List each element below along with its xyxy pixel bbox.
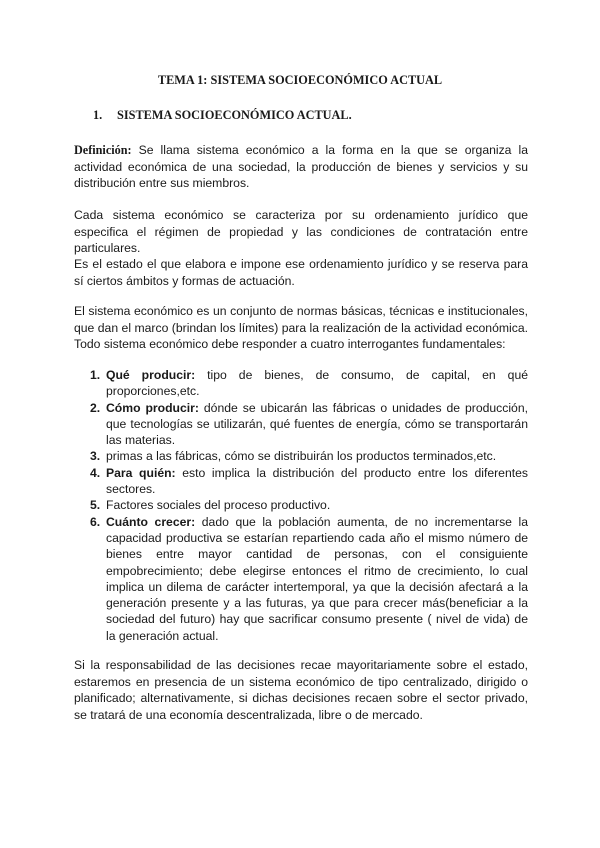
list-item-text: dado que la población aumenta, de no incrementarse la capacidad productiva se estarían repartiendo cada año el mismo número de bienes entre mayor cantidad de personas, con el consiguiente empobrecimiento; debe elegirse entonces el ritmo de crecimiento, lo cual implica un dilema de carácter intertemporal, ya que la decisión afectará a la generación presente y a las futuras, ya que para crecer más(beneficiar a la sociedad del futuro) hay que sacrificar consumo presente ( nivel de vida) de la generación actual.: [106, 514, 529, 643]
questions-list: [74, 367, 528, 644]
paragraph-economic-system: El sistema económico es un conjunto de normas básicas, técnicas e institucionales, que dan el marco (brindan los límites) para la realización de la actividad económica. Todo sistema económico debe responder a cuatro interrogantes fundamentales:: [74, 304, 528, 352]
list-item-label: Cómo producir:: [106, 400, 199, 415]
paragraph-legal-order: Cada sistema económico se caracteriza por su ordenamiento jurídico que especifica el régimen de propiedad y las condiciones de contratación entre particulares.: [74, 208, 528, 256]
list-item-label: Cuánto crecer:: [106, 514, 196, 529]
list-item: 5. Factores sociales del proceso productivo.: [90, 498, 331, 513]
section-title: SISTEMA SOCIOECONÓMICO ACTUAL.: [117, 108, 352, 122]
list-item-text: Factores sociales del proceso productivo.: [106, 498, 331, 513]
list-item-text: esto implica la distribución del producto entre los diferentes sectores.: [106, 465, 528, 497]
list-item: 6. Cuánto crecer: dado que la población aumenta, de no incrementarse la capacidad productiva se estarían repartiendo cada año el mismo número de bienes entre mayor cantidad de personas, con el consiguiente empobrecimiento; debe elegirse entonces el ritmo de crecimiento, lo cual implica un dilema de carácter intertemporal, ya que la decisión afectará a la generación presente y a las futuras, ya que para crecer más(beneficiar a la sociedad del futuro) hay que sacrificar consumo presente ( nivel de vida) de la generación actual.: [90, 514, 529, 643]
list-item: 3. primas a las fábricas, cómo se distribuirán los productos terminados,etc.: [90, 449, 497, 464]
list-item-text: dónde se ubicarán las fábricas o unidades de producción, que tecnologías se utilizarán, qué fuentes de energía, cómo se transportarán las materias.: [106, 400, 529, 448]
section-heading: [93, 108, 352, 123]
document-title: TEMA 1: SISTEMA SOCIOECONÓMICO ACTUAL: [157, 73, 443, 87]
paragraph-state: Es el estado el que elabora e impone ese ordenamiento jurídico y se reserva para sí ciertos ámbitos y formas de actuación.: [74, 257, 528, 288]
list-item: 4. Para quién: esto implica la distribución del producto entre los diferentes sectores.: [90, 465, 528, 497]
list-item-text: tipo de bienes, de consumo, de capital, en qué proporciones,etc.: [106, 368, 528, 399]
list-item-text: primas a las fábricas, cómo se distribuirán los productos terminados,etc.: [106, 449, 497, 464]
section-number: 1.: [93, 108, 103, 122]
list-item-label: Qué producir:: [106, 368, 196, 382]
list-item: 1. Qué producir: tipo de bienes, de consumo, de capital, en qué proporciones,etc.: [90, 368, 528, 399]
definition-text: Se llama sistema económico a la forma en la que se organiza la actividad económica de una sociedad, la producción de bienes y servicios y su distribución entre sus miembros.: [74, 143, 528, 191]
paragraph-decisions: Si la responsabilidad de las decisiones recae mayoritariamente sobre el estado, estaremos en presencia de un sistema económico de tipo centralizado, dirigido o planificado; alternativamente, si dichas decisiones recaen sobre el sector privado, se tratará de una economía descentralizada, libre o de mercado.: [74, 658, 528, 722]
definition-paragraph: [74, 142, 528, 192]
definition-label: Definición:: [74, 143, 132, 157]
list-item: 2. Cómo producir: dónde se ubicarán las fábricas o unidades de producción, que tecnologías se utilizarán, qué fuentes de energía, cómo se transportarán las materias.: [90, 400, 529, 448]
list-item-label: Para quién:: [106, 465, 176, 480]
